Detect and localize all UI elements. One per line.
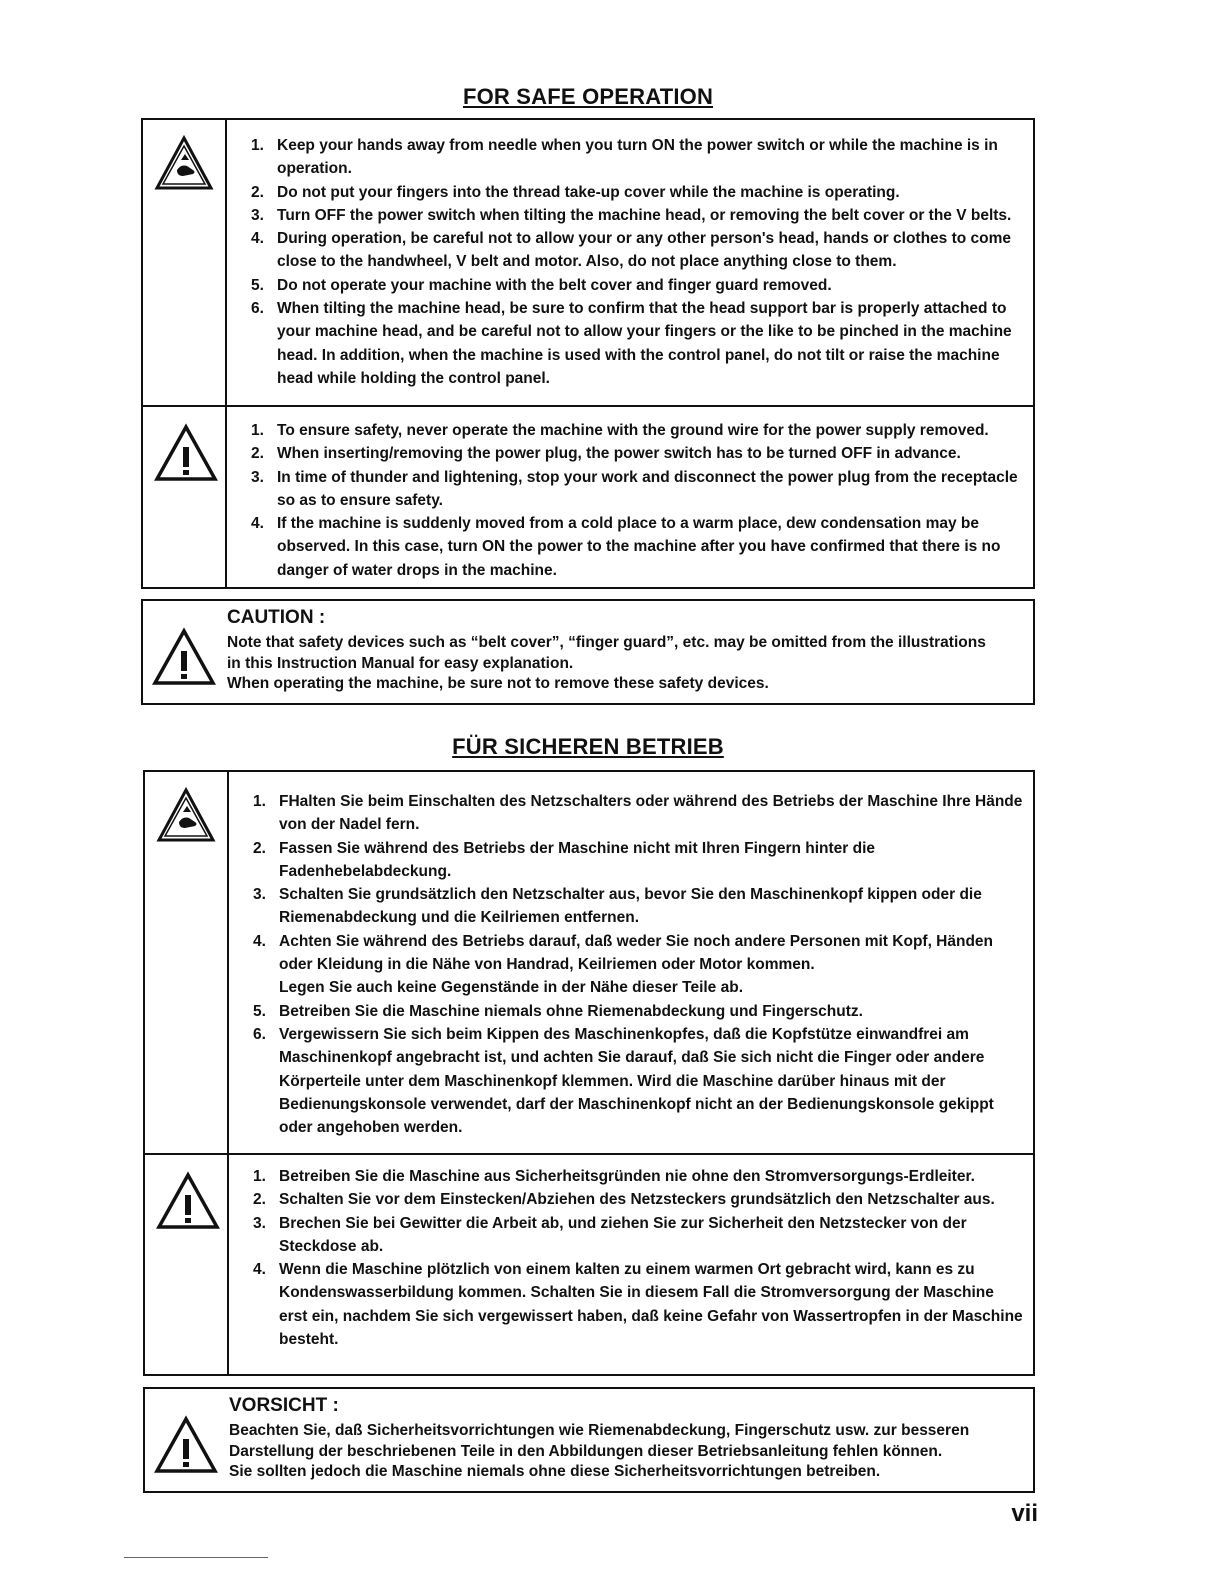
list-item: 5. Betreiben Sie die Maschine niemals ohne Riemenabdeckung und Fingerschutz. [253, 1002, 863, 1020]
list-item: 4. During operation, be careful not to allow your or any other person's head, hands or clothes to come close to the handwheel, V belt and motor. Also, do not place anything close to them. [251, 230, 1012, 271]
page-title-en: FOR SAFE OPERATION [462, 84, 714, 109]
icon-cell [145, 772, 229, 1153]
warning-box-en [141, 118, 1035, 589]
list-item: 3. Brechen Sie bei Gewitter die Arbeit ab, und ziehen Sie zur Sicherheit den Netzstecker von der Steckdose ab. [253, 1214, 967, 1255]
list-item: 2. Do not put your fingers into the thread take-up cover while the machine is operating. [251, 183, 900, 201]
list-item: 1. Betreiben Sie die Maschine aus Sicherheitsgründen nie ohne den Stromversorgungs-Erdleiter. [253, 1168, 975, 1185]
list-item: 4. If the machine is suddenly moved from a cold place to a warm place, dew condensation may be observed. In this case, turn ON the power to the machine after you have confirmed that there is no danger of water drops in the machine. [251, 515, 1001, 579]
list-item: 4. Achten Sie während des Betriebs darauf, daß weder Sie noch andere Personen mit Kopf, Händen oder Kleidung in die Nähe von Handrad, Keilriemen oder Motor kommen. Legen Sie auch keine Gegenstände in der Nähe dieser Teile ab. [253, 932, 994, 997]
hand-caution-icon [153, 132, 215, 194]
page-number: vii [1011, 1500, 1038, 1527]
exclamation-warning-icon [155, 1167, 221, 1233]
list-item: 5. Do not operate your machine with the belt cover and finger guard removed. [251, 276, 832, 294]
general-warning-row-de [145, 1153, 1033, 1374]
hand-warning-row-en [143, 120, 1033, 405]
hand-warning-list-de [253, 790, 1025, 1139]
list-item: 6. Vergewissern Sie sich beim Kippen des Maschinenkopfes, daß die Kopfstütze einwandfrei am Maschinenkopf angebracht ist, und achten Sie darauf, daß Sie sich nicht die Finger oder andere Körperteile unter dem Maschinenkopf klemmen. Wird die Maschine darüber hinaus mit der Bedienungskonsole verwendet, darf der Maschinenkopf nicht an der Bedienungskonsole gekippt oder angehoben werden. [253, 1025, 994, 1137]
caution-text: Note that safety devices such as “belt cover”, “finger guard”, etc. may be omitted from the illustrations in this Instruction Manual for easy explanation. When operating the machine, be sure not to remove these safety devices. [227, 634, 986, 692]
general-warning-list-de [253, 1165, 1025, 1351]
list-item: 2. Fassen Sie während des Betriebs der Maschine nicht mit Ihren Fingern hinter die Fadenhebelabdeckung. [253, 839, 876, 880]
icon-cell [143, 120, 227, 405]
hand-caution-icon [155, 784, 217, 846]
page-title-de: FÜR SICHEREN BETRIEB [452, 734, 724, 759]
exclamation-warning-icon [153, 1411, 219, 1477]
list-item: 6. When tilting the machine head, be sure to confirm that the head support bar is properly attached to your machine head, and be careful not to allow your fingers or the like to be pinched in the machine head. In addition, when the machine is used with the control panel, do not tilt or raise the machine head while holding the control panel. [251, 300, 1012, 387]
list-item: 3. In time of thunder and lightening, stop your work and disconnect the power plug from the receptacle so as to ensure safety. [251, 468, 1018, 509]
hand-warning-row-de [145, 772, 1033, 1153]
list-item: 2. Schalten Sie vor dem Einstecken/Abziehen des Netzsteckers grundsätzlich den Netzschalter aus. [253, 1191, 995, 1209]
general-warning-row-en [143, 405, 1033, 587]
hand-warning-list-en [251, 134, 1025, 390]
list-item: 1. Keep your hands away from needle when you turn ON the power switch or while the machine is in operation. [251, 137, 998, 178]
exclamation-warning-icon [151, 623, 217, 689]
caution-box-en [141, 599, 1035, 705]
caution-text: Beachten Sie, daß Sicherheitsvorrichtungen wie Riemenabdeckung, Fingerschutz usw. zur besseren Darstellung der beschriebenen Teile in den Abbildungen dieser Betriebsanleitung fehlen können. Sie sollten jedoch die Maschine niemals ohne diese Sicherheitsvorrichtungen betreiben. [229, 1422, 970, 1480]
icon-cell [145, 1155, 229, 1374]
list-item: 2. When inserting/removing the power plug, the power switch has to be turned OFF in advance. [251, 445, 961, 463]
list-item: 3. Schalten Sie grundsätzlich den Netzschalter aus, bevor Sie den Maschinenkopf kippen oder die Riemenabdeckung und die Keilriemen entfernen. [253, 886, 982, 927]
list-item: 4. Wenn die Maschine plötzlich von einem kalten zu einem warmen Ort gebracht wird, kann es zu Kondenswasserbildung kommen. Schalten Sie in diesem Fall die Stromversorgung der Maschine erst ein, nachdem Sie sich vergewissert haben, daß keine Gefahr von Wassertropfen in der Maschine besteht. [253, 1261, 1023, 1349]
list-item: 1. To ensure safety, never operate the machine with the ground wire for the power supply removed. [251, 422, 989, 439]
warning-box-de [143, 770, 1035, 1376]
footer-divider [124, 1557, 268, 1558]
general-warning-list-en [251, 419, 1025, 582]
exclamation-warning-icon [153, 419, 219, 485]
icon-cell [143, 407, 227, 587]
list-item: 1. FHalten Sie beim Einschalten des Netzschalters oder während des Betriebs der Maschine Ihre Hände von der Nadel fern. [253, 793, 1023, 834]
caution-heading: VORSICHT : [229, 1395, 339, 1416]
caution-box-de [143, 1387, 1035, 1493]
caution-heading: CAUTION : [227, 607, 326, 628]
list-item: 3. Turn OFF the power switch when tilting the machine head, or removing the belt cover or the V belts. [251, 206, 1012, 224]
